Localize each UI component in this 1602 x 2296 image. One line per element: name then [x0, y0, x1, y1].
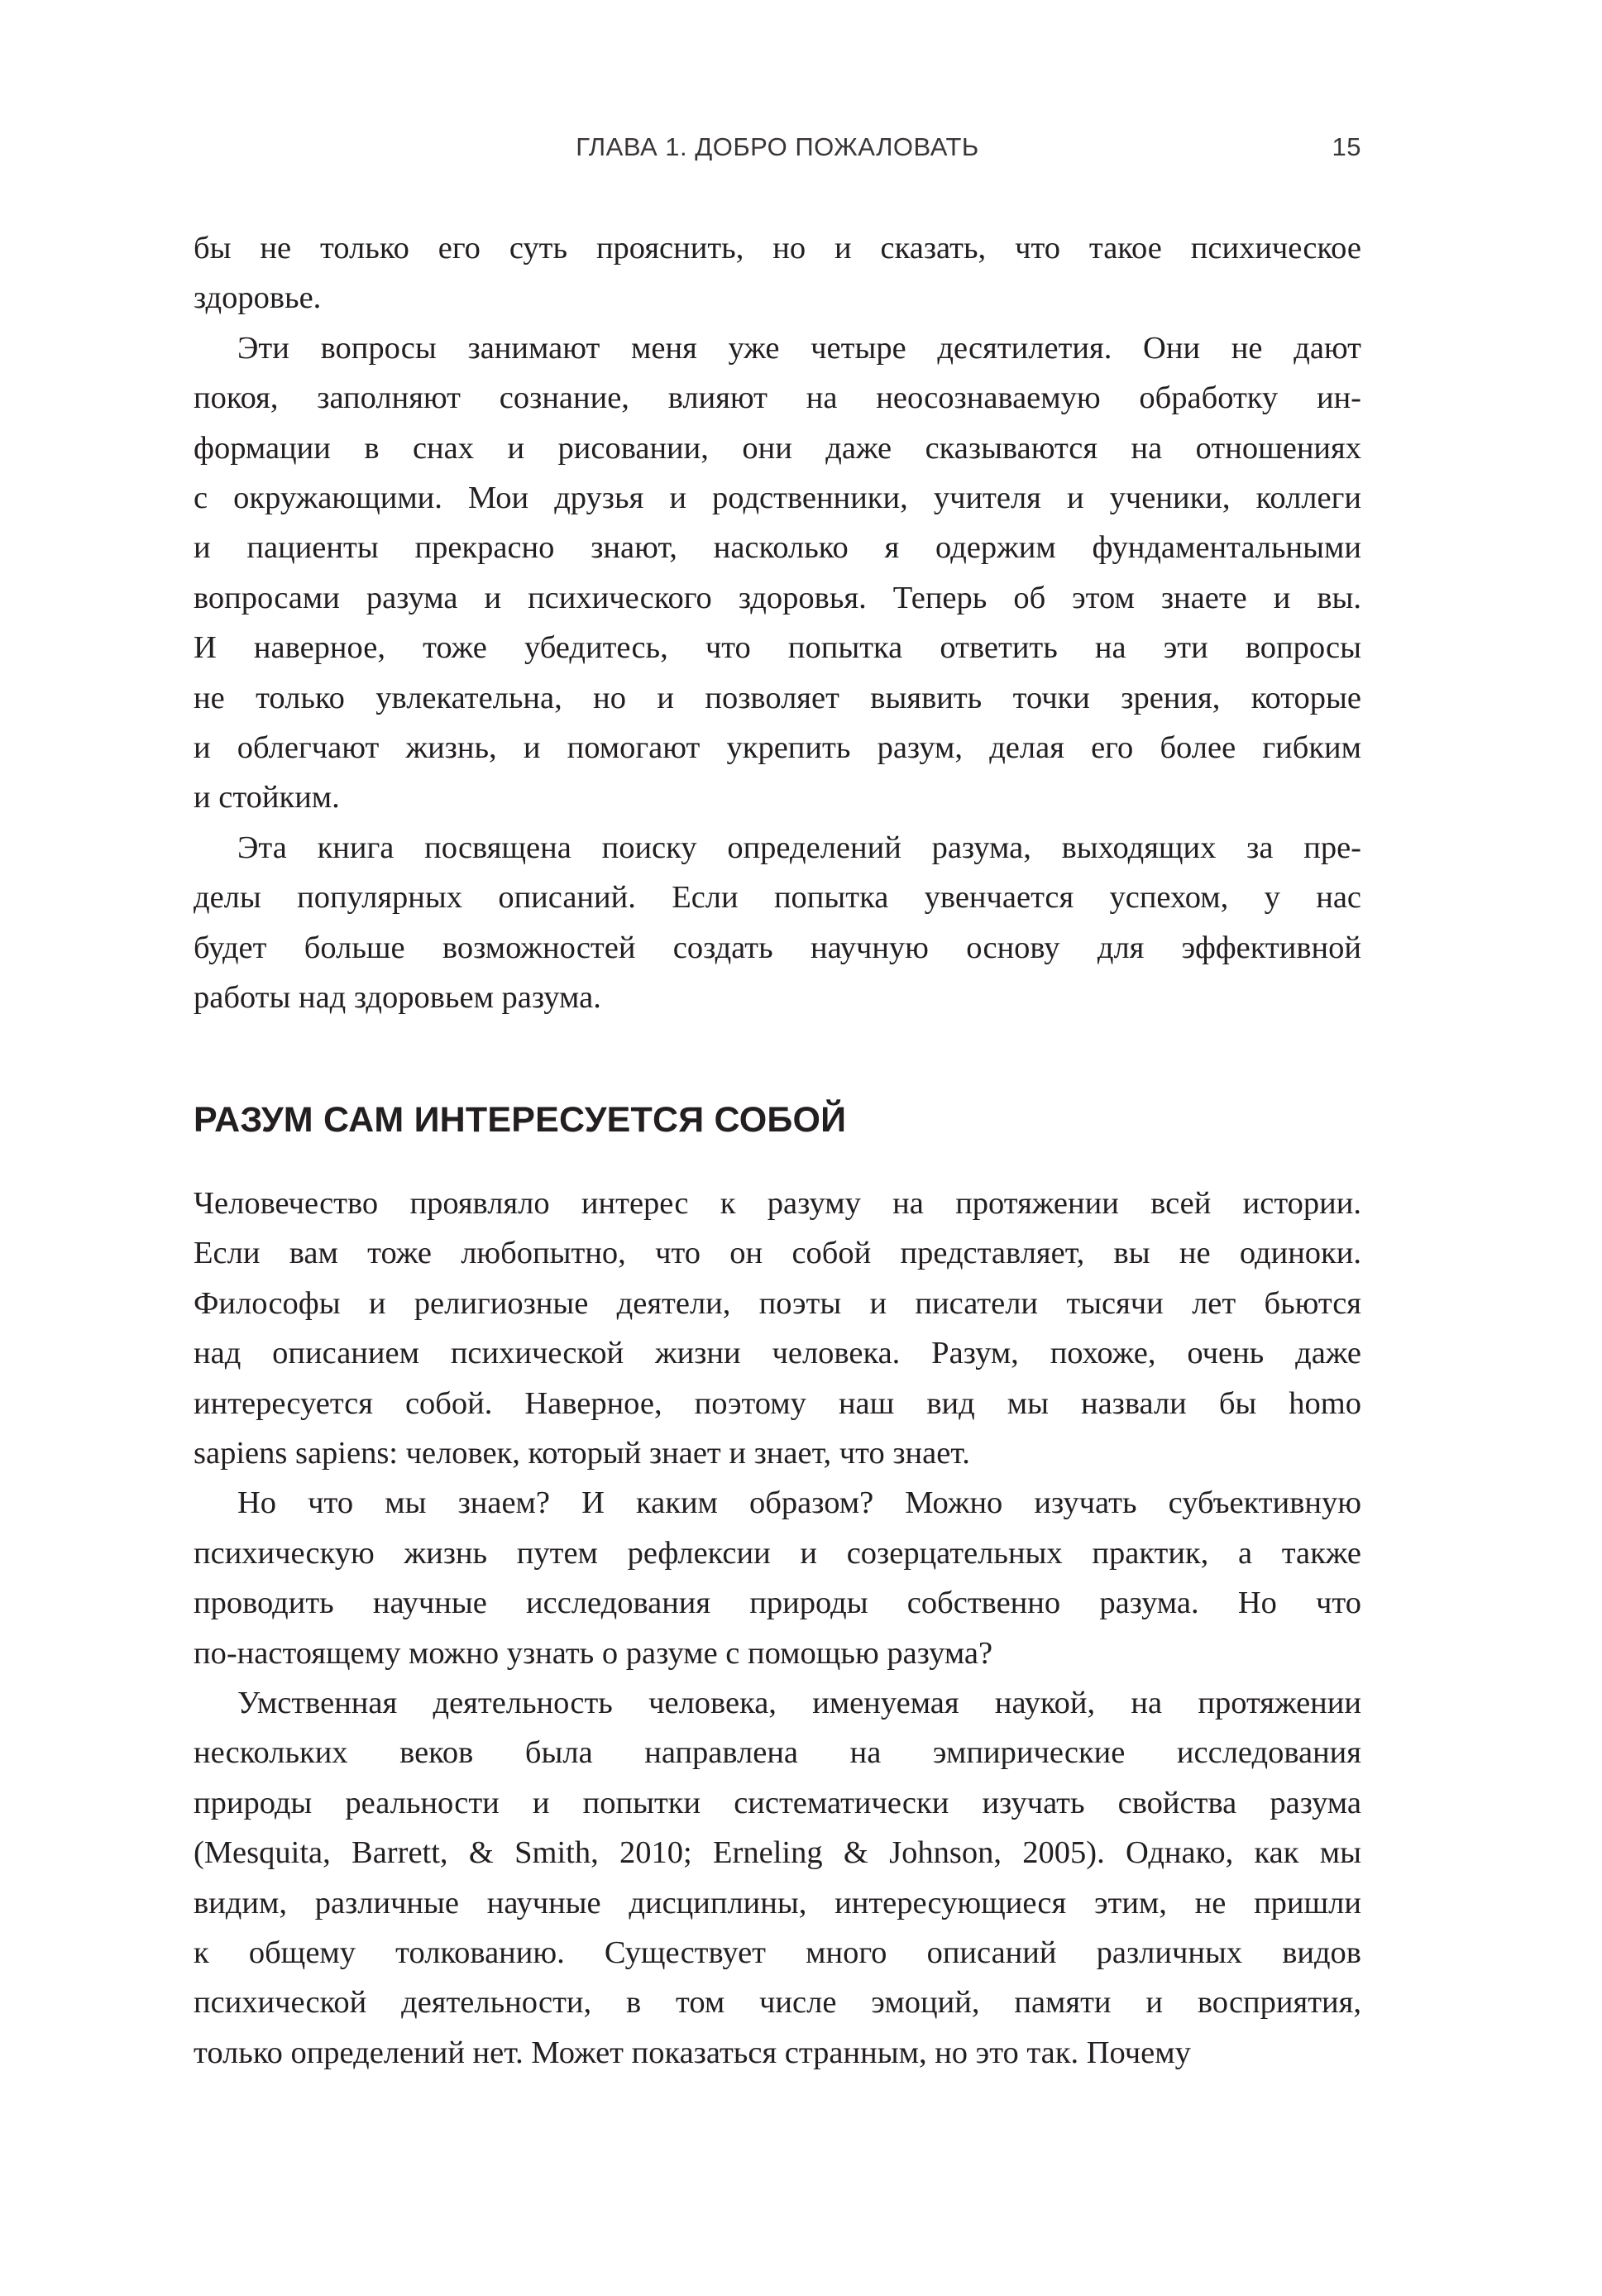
text-line: бы не только его суть прояснить, но и сказать, что такое психическое	[194, 231, 1361, 265]
text-line: Эти вопросы занимают меня уже четыре десятилетия. Они не дают	[237, 330, 1361, 366]
text-line: работы над здоровьем разума.	[194, 980, 601, 1015]
chapter-title: ГЛАВА 1. ДОБРО ПОЖАЛОВАТЬ	[576, 132, 979, 161]
text-line: Философы и религиозные деятели, поэты и писатели тысячи лет бьются	[194, 1285, 1361, 1321]
text-line: будет больше возможностей создать научную основу для эффективной	[194, 930, 1361, 965]
page-number: 15	[1332, 132, 1361, 161]
text-line: над описанием психической жизни человека. Разум, похоже, очень даже	[194, 1336, 1361, 1371]
text-line: здоровье.	[194, 280, 322, 316]
section-heading: РАЗУМ САМ ИНТЕРЕСУЕТСЯ СОБОЙ	[194, 1100, 847, 1140]
text-line: вопросами разума и психического здоровья. Теперь об этом знаете и вы.	[194, 580, 1361, 615]
text-line: только определений нет. Может показаться странным, но это так. Почему	[194, 2035, 1191, 2070]
text-line: с окружающими. Мои друзья и родственники, учителя и ученики, коллеги	[194, 481, 1361, 515]
text-line: проводить научные исследования природы собственно разума. Но что	[194, 1586, 1361, 1621]
text-line: нескольких веков была направлена на эмпирические исследования	[194, 1735, 1361, 1771]
text-line: (Mesquita, Barrett, & Smith, 2010; Erneling & Johnson, 2005). Однако, как мы	[194, 1835, 1361, 1871]
text-line: Но что мы знаем? И каким образом? Можно изучать субъективную	[237, 1485, 1361, 1521]
text-line: интересуется собой. Наверное, поэтому наш вид мы назвали бы homo	[194, 1385, 1361, 1421]
text-line: Человечество проявляло интерес к разуму на протяжении всей истории.	[194, 1186, 1361, 1221]
text-line: по-настоящему можно узнать о разуме с помощью разума?	[194, 1635, 993, 1671]
text-line: не только увлекательна, но и позволяет выявить точки зрения, которые	[194, 680, 1361, 715]
text-line: психической деятельности, в том числе эмоций, памяти и восприятия,	[194, 1985, 1361, 2021]
text-line: видим, различные научные дисциплины, интересующиеся этим, не пришли	[194, 1885, 1361, 1921]
text-line: Эта книга посвящена поиску определений разума, выходящих за пре-	[237, 830, 1361, 865]
text-line: формации в снах и рисовании, они даже сказываются на отношениях	[194, 430, 1361, 466]
running-head	[194, 132, 1361, 169]
text-line: и стойким.	[194, 780, 340, 816]
text-line: и пациенты прекрасно знают, насколько я одержим фундаментальными	[194, 530, 1361, 566]
text-line: Умственная деятельность человека, именуемая наукой, на протяжении	[237, 1686, 1361, 1720]
text-line: к общему толкованию. Существует много описаний различных видов	[194, 1935, 1361, 1970]
text-line: Если вам тоже любопытно, что он собой представляет, вы не одиноки.	[194, 1236, 1361, 1271]
text-line: делы популярных описаний. Если попытка увенчается успехом, у нас	[194, 880, 1361, 916]
text-line: И наверное, тоже убедитесь, что попытка ответить на эти вопросы	[194, 630, 1361, 666]
text-line: покоя, заполняют сознание, влияют на неосознаваемую обработку ин-	[194, 380, 1361, 416]
text-line: психическую жизнь путем рефлексии и созерцательных практик, а также	[194, 1535, 1361, 1571]
text-line: и облегчают жизнь, и помогают укрепить разум, делая его более гибким	[194, 730, 1361, 765]
text-line: sapiens sapiens: человек, который знает и знает, что знает.	[194, 1436, 970, 1471]
text-line: природы реальности и попытки систематически изучать свойства разума	[194, 1785, 1361, 1820]
